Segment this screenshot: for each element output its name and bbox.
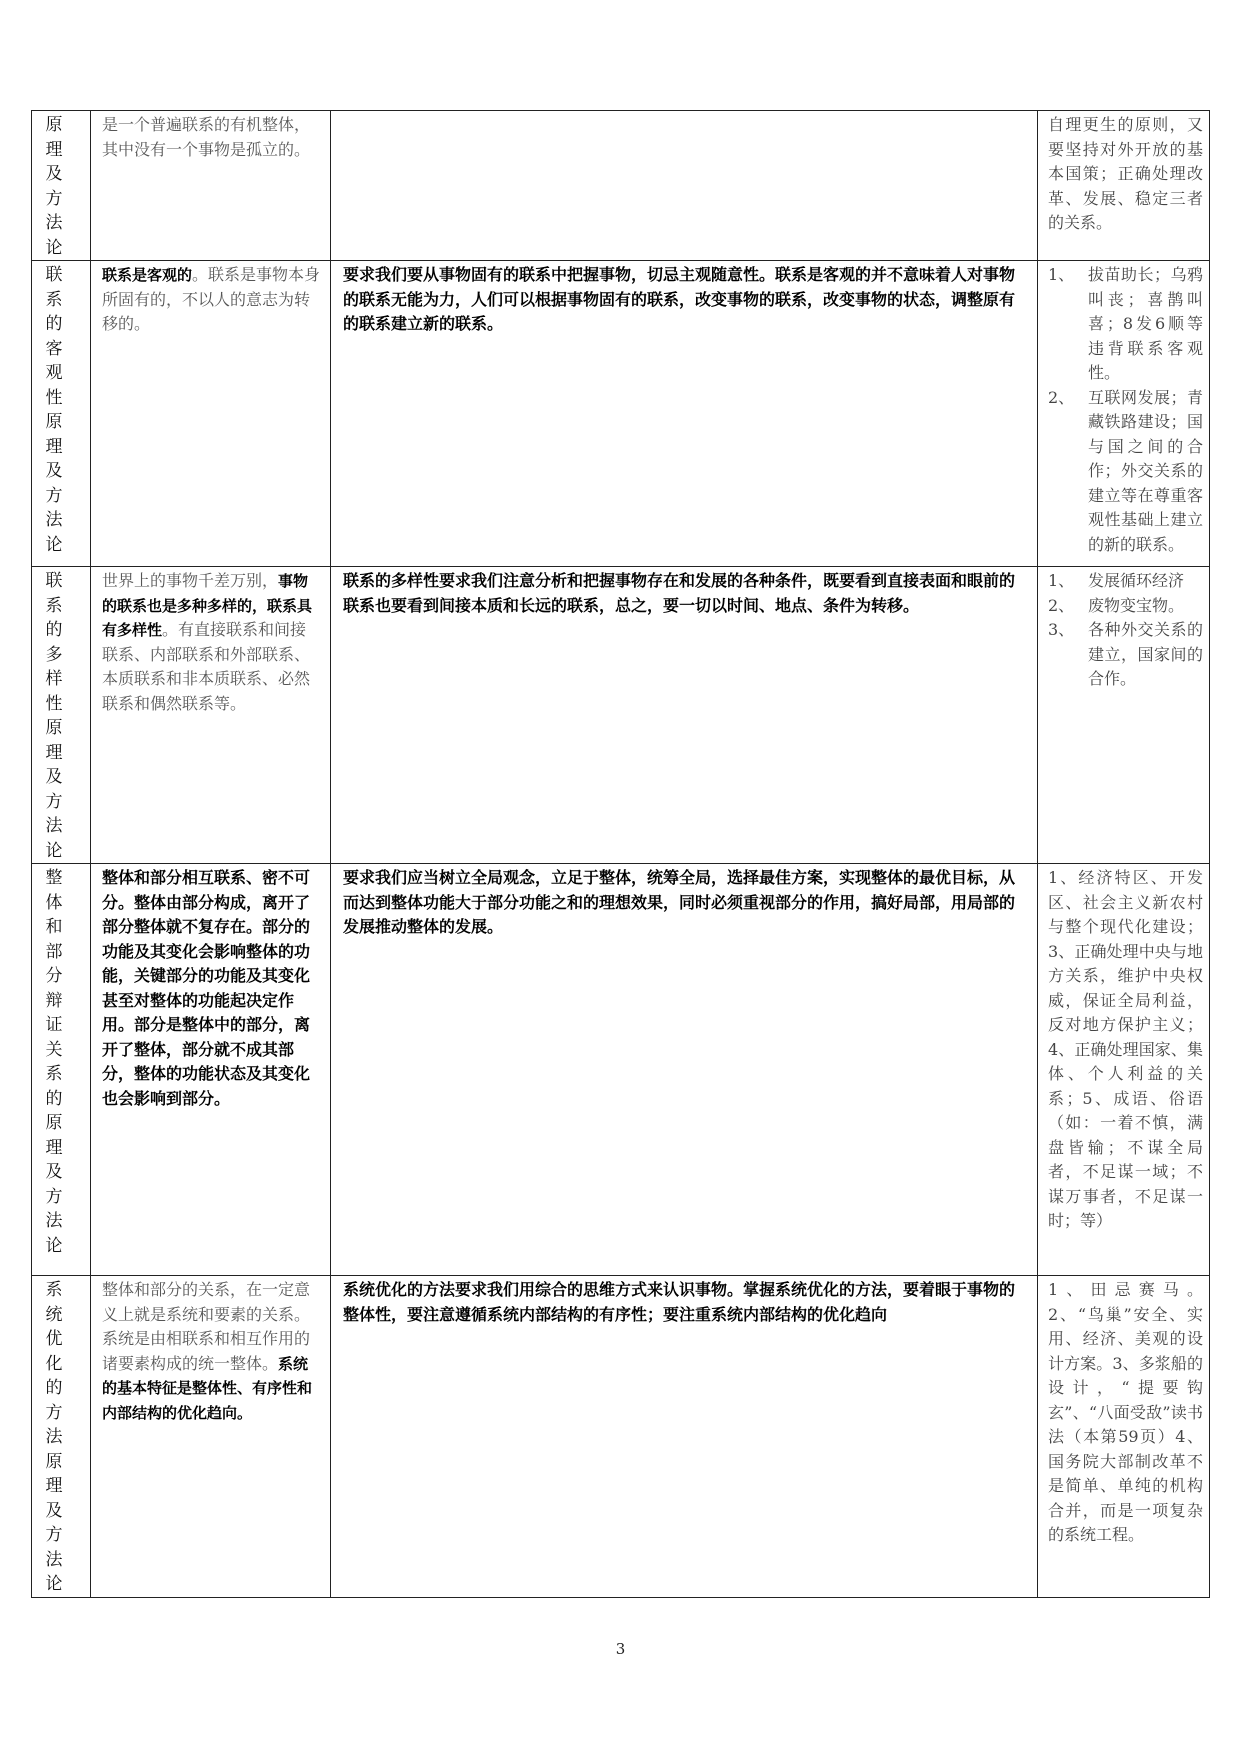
method-cell (331, 111, 1038, 261)
definition-cell (91, 111, 331, 261)
method-cell (331, 1276, 1038, 1598)
definition-cell (91, 261, 331, 567)
philosophy-notes-table (31, 110, 1210, 1598)
topic-text: 整体和部分辩证关系的原理及方法论 (45, 868, 63, 1256)
example-item (1048, 594, 1203, 619)
topic-cell (32, 864, 91, 1276)
example-item (1048, 618, 1203, 692)
table-row (32, 111, 1210, 261)
topic-cell (32, 111, 91, 261)
method-text: 系统优化的方法要求我们用综合的思维方式来认识事物。掌握系统优化的方法，要着眼于事物的整体性，要注意遵循系统内部结构的有序性；要注重系统内部结构的优化趋向 (343, 1280, 1016, 1324)
example-item (1048, 569, 1203, 594)
page-number: 3 (615, 1640, 626, 1658)
method-text: 要求我们应当树立全局观念，立足于整体，统筹全局，选择最佳方案，实现整体的最优目标，从而达到整体功能大于部分功能之和的理想效果，同时必须重视部分的作用，搞好局部，用局部的发展推动整体的发展。 (343, 868, 1016, 936)
example-number: 1、 (1048, 265, 1075, 284)
definition-bold-text: 事物的联系也是多种多样的，联系具有多样性 (102, 572, 313, 639)
definition-cell (91, 1276, 331, 1598)
definition-text: 。联系是事物本身所固有的，不以人的意志为转移的。 (102, 265, 321, 333)
method-cell (331, 864, 1038, 1276)
examples-text: 1、田忌赛马。2、“鸟巢”安全、实用、经济、美观的设计方案。3、多浆船的设计，“提要钩玄”、“八面受敌”读书法（本第59页）4、国务院大部制改革不是简单、单纯的机构合并，而是一项复杂的系统工程。 (1048, 1280, 1203, 1544)
examples-cell (1038, 111, 1210, 261)
examples-cell (1038, 261, 1210, 567)
example-text: 拔苗助长；乌鸦叫丧；喜鹊叫喜；8发6顺等违背联系客观性。 (1088, 265, 1203, 382)
topic-cell (32, 261, 91, 567)
topic-text: 联系的客观性原理及方法论 (45, 265, 63, 555)
definition-text: 。有直接联系和间接联系、内部联系和外部联系、本质联系和非本质联系、必然联系和偶然联系等。 (102, 620, 311, 713)
topic-cell (32, 1276, 91, 1598)
definition-cell (91, 864, 331, 1276)
table-row (32, 567, 1210, 864)
topic-text: 联系的多样性原理及方法论 (45, 571, 63, 861)
example-text: 互联网发展；青藏铁路建设；国与国之间的合作；外交关系的建立等在尊重客观性基础上建立的新的联系。 (1088, 387, 1203, 554)
table-row (32, 1276, 1210, 1598)
method-cell (331, 261, 1038, 567)
method-cell (331, 567, 1038, 864)
method-text: 联系的多样性要求我们注意分析和把握事物存在和发展的各种条件，既要看到直接表面和眼前的联系也要看到间接本质和长远的联系，总之，要一切以时间、地点、条件为转移。 (343, 571, 1016, 615)
topic-cell (32, 567, 91, 864)
definition-bold-text: 系统的基本特征是整体性、有序性和内部结构的优化趋向。 (102, 1354, 313, 1422)
definition-cell (91, 567, 331, 864)
example-item (1048, 263, 1203, 386)
method-text: 要求我们要从事物固有的联系中把握事物，切忌主观随意性。联系是客观的并不意味着人对事物的联系无能为力，人们可以根据事物固有的联系，改变事物的联系，改变事物的状态，调整原有的联系建立新的联系。 (343, 265, 1016, 333)
examples-cell (1038, 864, 1210, 1276)
example-text: 废物变宝物。 (1088, 595, 1185, 615)
examples-cell (1038, 1276, 1210, 1598)
topic-text: 原理及方法论 (45, 115, 63, 258)
example-number: 3、 (1048, 620, 1075, 639)
examples-cell (1038, 567, 1210, 864)
table-row (32, 864, 1210, 1276)
table-row (32, 261, 1210, 567)
topic-text: 系统优化的方法原理及方法论 (45, 1280, 63, 1594)
example-text: 各种外交关系的建立，国家间的合作。 (1088, 620, 1203, 688)
example-number: 2、 (1048, 595, 1075, 615)
definition-text: 世界上的事物千差万别， (102, 571, 279, 590)
examples-text: 自理更生的原则，又要坚持对外开放的基本国策；正确处理改革、发展、稳定三者的关系。 (1048, 115, 1203, 232)
definition-bold-text: 联系是客观的 (102, 266, 193, 284)
examples-text: 1、经济特区、开发区、社会主义新农村与整个现代化建设；3、正确处理中央与地方关系，维护中央权威，保证全局利益，反对地方保护主义；4、正确处理国家、集体、个人利益的关系；5、成语、俗语（如：一着不慎，满盘皆输；不谋全局者，不足谋一域；不谋万事者，不足谋一时；等） (1048, 868, 1203, 1230)
definition-text: 整体和部分的关系，在一定意义上就是系统和要素的关系。系统是由相联系和相互作用的诸要素构成的统一整体。 (102, 1280, 311, 1373)
definition-text: 是一个普遍联系的有机整体，其中没有一个事物是孤立的。 (102, 115, 311, 159)
example-number: 1、 (1048, 571, 1075, 590)
example-text: 发展循环经济 (1088, 571, 1185, 590)
definition-bold-text: 整体和部分相互联系、密不可分。整体由部分构成，离开了部分整体就不复存在。部分的功能及其变化会影响整体的功能，关键部分的功能及其变化甚至对整体的功能起决定作用。部分是整体中的部分，离开了整体，部分就不成其部分，整体的功能状态及其变化也会影响到部分。 (102, 868, 311, 1108)
example-item (1048, 386, 1203, 558)
example-number: 2、 (1048, 387, 1075, 407)
